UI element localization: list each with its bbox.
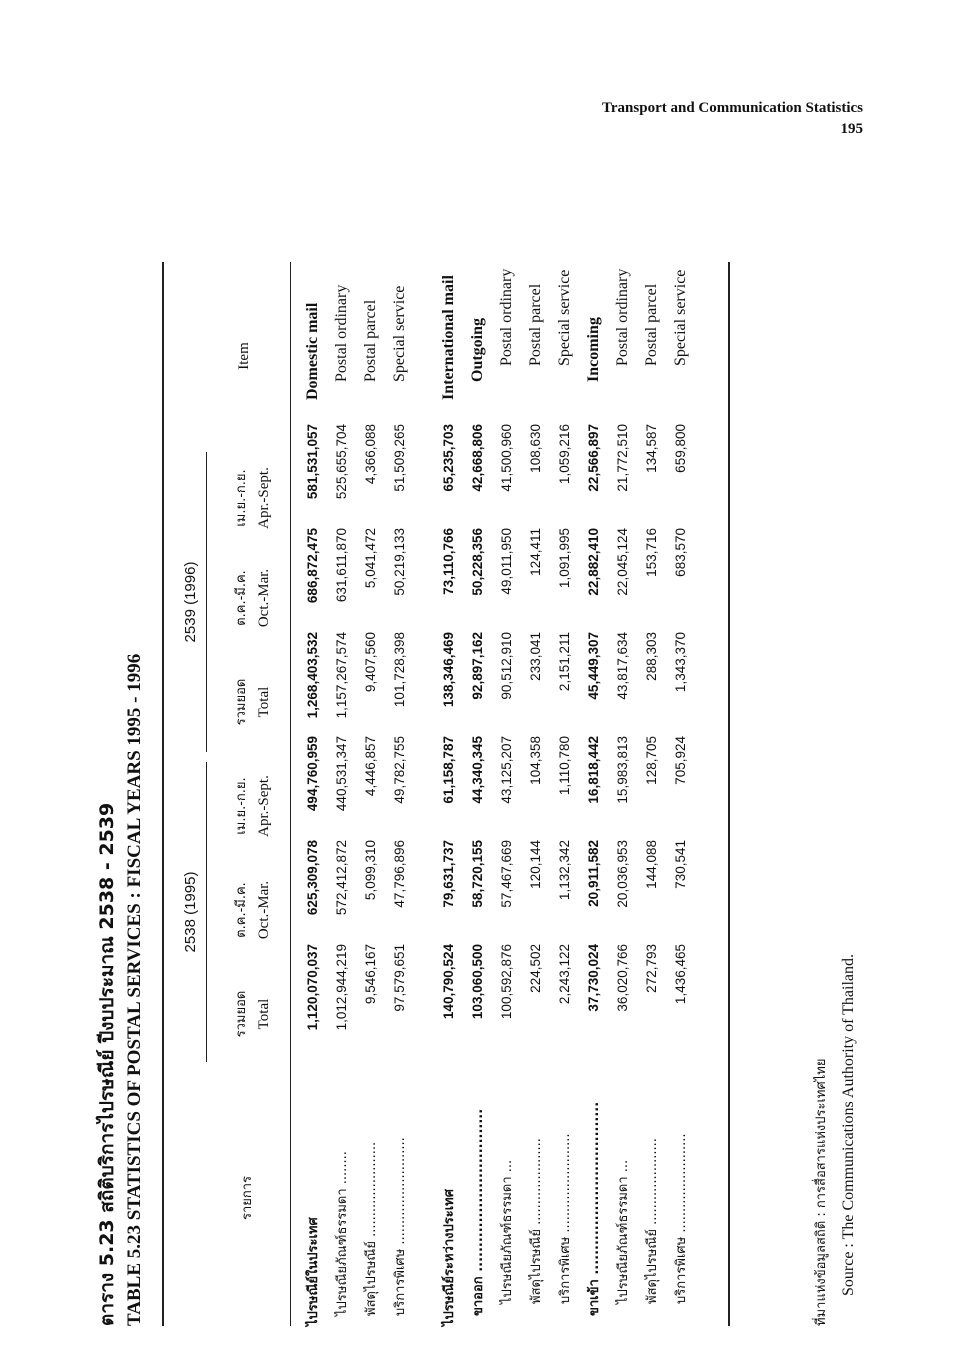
cell: 79,631,737 <box>441 840 456 908</box>
header-bottom-rule <box>290 262 291 1326</box>
cell: 120,144 <box>528 840 543 889</box>
cell: 51,509,265 <box>392 424 407 492</box>
cell: 288,303 <box>644 632 659 681</box>
cell: 625,309,078 <box>305 840 320 916</box>
table-title-thai: ตาราง 5.23 สถิติบริการไปรษณีย์ ปีงบประมาณ 2538 - 2539 <box>96 802 118 1326</box>
table-row <box>550 262 579 1326</box>
cell: 128,705 <box>644 736 659 785</box>
cell: 1,059,216 <box>557 424 572 485</box>
cell: 104,358 <box>528 736 543 785</box>
cell: 22,566,897 <box>586 424 601 492</box>
row-label-english: Special service <box>555 269 573 366</box>
cell: 494,760,959 <box>305 736 320 812</box>
table-row <box>434 262 463 1326</box>
total-1996-header-thai: รวมยอด <box>234 678 249 726</box>
apr-1996-header-english: Apr.-Sept. <box>256 467 272 529</box>
cell: 49,011,950 <box>499 528 514 595</box>
table-title-english: TABLE 5.23 STATISTICS OF POSTAL SERVICES : FISCAL YEARS 1995 - 1996 <box>124 653 145 1326</box>
row-label-english: Postal ordinary <box>332 284 350 382</box>
cell: 47,796,896 <box>392 840 407 908</box>
bottom-rule <box>728 262 730 1326</box>
cell: 581,531,057 <box>305 424 320 500</box>
cell: 631,611,870 <box>334 528 349 603</box>
row-label-english: Special service <box>671 269 689 366</box>
cell: 4,446,857 <box>363 736 378 797</box>
row-label-english: Postal ordinary <box>497 268 515 366</box>
cell: 61,158,787 <box>441 736 456 804</box>
cell: 1,268,403,532 <box>305 632 320 719</box>
cell: 134,587 <box>644 424 659 473</box>
year1-underline <box>206 762 207 1062</box>
cell: 659,800 <box>673 424 688 473</box>
cell: 140,790,524 <box>441 944 456 1020</box>
cell: 1,091,995 <box>557 528 572 589</box>
cell: 9,407,560 <box>363 632 378 693</box>
cell: 37,730,024 <box>586 944 601 1012</box>
row-label-english: Domestic mail <box>303 302 321 400</box>
cell: 65,235,703 <box>441 424 456 492</box>
cell: 100,592,876 <box>499 944 514 1020</box>
cell: 683,570 <box>673 528 688 577</box>
cell: 49,782,755 <box>392 736 407 804</box>
row-label-english: Postal ordinary <box>613 268 631 366</box>
apr-1996-header-thai: เม.ย.-ก.ย. <box>234 469 249 527</box>
row-label-english: Incoming <box>584 317 602 382</box>
cell: 20,911,582 <box>586 840 601 907</box>
running-title: Transport and Communication Statistics <box>602 100 863 116</box>
row-label-english: Postal parcel <box>361 299 379 382</box>
year-1995-header: 2538 (1995) <box>182 871 199 953</box>
row-spacer <box>414 262 434 1326</box>
cell: 224,502 <box>528 944 543 993</box>
row-label-english: Outgoing <box>468 317 486 382</box>
row-label-thai: พัสดุไปรษณีย์ ..................... <box>645 1138 660 1304</box>
cell: 90,512,910 <box>499 632 514 700</box>
cell: 15,983,813 <box>615 736 630 804</box>
cell: 572,412,872 <box>334 840 349 916</box>
cell: 43,125,207 <box>499 736 514 804</box>
cell: 103,060,500 <box>470 944 485 1020</box>
table-row <box>463 262 492 1326</box>
year-1996-header: 2539 (1996) <box>182 561 199 643</box>
cell: 97,579,651 <box>392 944 407 1012</box>
row-label-thai: พัสดุไปรษณีย์ ....................... <box>364 1141 379 1316</box>
cell: 233,041 <box>528 632 543 681</box>
cell: 43,817,634 <box>615 632 630 700</box>
cell: 41,500,960 <box>499 424 514 492</box>
cell: 9,546,167 <box>363 944 378 1005</box>
cell: 525,655,704 <box>334 424 349 500</box>
row-label-english: Special service <box>390 285 408 382</box>
row-label-thai: ขาออก ................................. <box>471 1108 486 1316</box>
cell: 1,110,780 <box>557 736 572 796</box>
table-row <box>492 262 521 1326</box>
cell: 1,120,070,037 <box>305 944 320 1031</box>
table-row <box>327 262 356 1326</box>
page-number: 195 <box>840 121 863 137</box>
cell: 272,793 <box>644 944 659 993</box>
cell: 16,818,442 <box>586 736 601 804</box>
cell: 5,041,472 <box>363 528 378 589</box>
table-row <box>608 262 637 1326</box>
cell: 108,630 <box>528 424 543 473</box>
total-1995-header-english: Total <box>256 998 272 1030</box>
cell: 686,872,475 <box>305 528 320 604</box>
cell: 124,411 <box>528 528 543 576</box>
cell: 153,716 <box>644 528 659 577</box>
table-row <box>666 262 695 1326</box>
cell: 5,099,310 <box>363 840 378 901</box>
table-row <box>637 262 666 1326</box>
cell: 1,012,944,219 <box>334 944 349 1031</box>
cell: 58,720,155 <box>470 840 485 908</box>
cell: 36,020,766 <box>615 944 630 1012</box>
postal-statistics-table <box>298 262 695 1326</box>
cell: 144,088 <box>644 840 659 889</box>
table-row <box>298 262 327 1326</box>
row-label-thai: บริการพิเศษ ........................ <box>558 1133 573 1304</box>
cell: 705,924 <box>673 736 688 785</box>
oct-1996-header-english: Oct.-Mar. <box>256 568 272 628</box>
apr-1995-header-english: Apr.-Sept. <box>256 775 272 837</box>
cell: 20,036,953 <box>615 840 630 908</box>
cell: 22,045,124 <box>615 528 630 596</box>
oct-1995-header-thai: ต.ค.-มี.ค. <box>234 882 249 938</box>
cell: 1,157,267,574 <box>334 632 349 719</box>
oct-1996-header-thai: ต.ค.-มี.ค. <box>234 570 249 626</box>
cell: 50,228,356 <box>470 528 485 596</box>
row-label-thai: ไปรษณีย์ในประเทศ <box>306 1217 321 1326</box>
cell: 101,728,398 <box>392 632 407 708</box>
top-rule <box>162 262 164 1326</box>
cell: 730,541 <box>673 840 688 889</box>
table-row <box>356 262 385 1326</box>
cell: 73,110,766 <box>441 528 456 595</box>
row-label-thai: บริการพิเศษ .......................... <box>393 1137 408 1316</box>
apr-1995-header-thai: เม.ย.-ก.ย. <box>234 777 249 835</box>
item-header-english: Item <box>236 342 252 370</box>
cell: 44,340,345 <box>470 736 485 804</box>
row-label-english: Postal parcel <box>642 283 660 366</box>
total-1995-header-thai: รวมยอด <box>234 990 249 1038</box>
row-label-thai: ไปรษณียภัณฑ์ธรรมดา ........ <box>335 1151 350 1316</box>
cell: 45,449,307 <box>586 632 601 700</box>
cell: 440,531,347 <box>334 736 349 812</box>
item-header-thai: รายการ <box>240 1175 255 1221</box>
row-label-thai: พัสดุไปรษณีย์ ..................... <box>529 1138 544 1304</box>
row-label-english: International mail <box>439 275 457 400</box>
cell: 1,436,465 <box>673 944 688 1005</box>
cell: 22,882,410 <box>586 528 601 596</box>
table-row <box>579 262 608 1326</box>
cell: 2,151,211 <box>557 632 572 692</box>
source-note-thai: ที่มาแห่งข้อมูลสถิติ : การสื่อสารแห่งประเทศไทย <box>814 1058 829 1326</box>
source-note-english: Source : The Communications Authority of Thailand. <box>840 953 857 1296</box>
cell: 92,897,162 <box>470 632 485 700</box>
table-row <box>521 262 550 1326</box>
cell: 42,668,806 <box>470 424 485 492</box>
total-1996-header-english: Total <box>256 686 272 718</box>
cell: 57,467,669 <box>499 840 514 908</box>
cell: 138,346,469 <box>441 632 456 708</box>
row-label-thai: บริการพิเศษ ........................ <box>674 1133 689 1304</box>
row-label-english: Postal parcel <box>526 283 544 366</box>
table-row <box>385 262 414 1326</box>
year2-underline <box>206 452 207 752</box>
row-label-thai: ไปรษณียภัณฑ์ธรรมดา ... <box>500 1159 515 1304</box>
row-label-thai: ไปรษณีย์ระหว่างประเทศ <box>442 1189 457 1326</box>
cell: 50,219,133 <box>392 528 407 596</box>
cell: 2,243,122 <box>557 944 572 1005</box>
oct-1995-header-english: Oct.-Mar. <box>256 880 272 940</box>
cell: 1,132,342 <box>557 840 572 901</box>
cell: 1,343,370 <box>673 632 688 693</box>
row-label-thai: ขาเข้า ................................... <box>587 1101 602 1316</box>
cell: 4,366,088 <box>363 424 378 485</box>
row-label-thai: ไปรษณียภัณฑ์ธรรมดา ... <box>616 1159 631 1304</box>
cell: 21,772,510 <box>615 424 630 492</box>
